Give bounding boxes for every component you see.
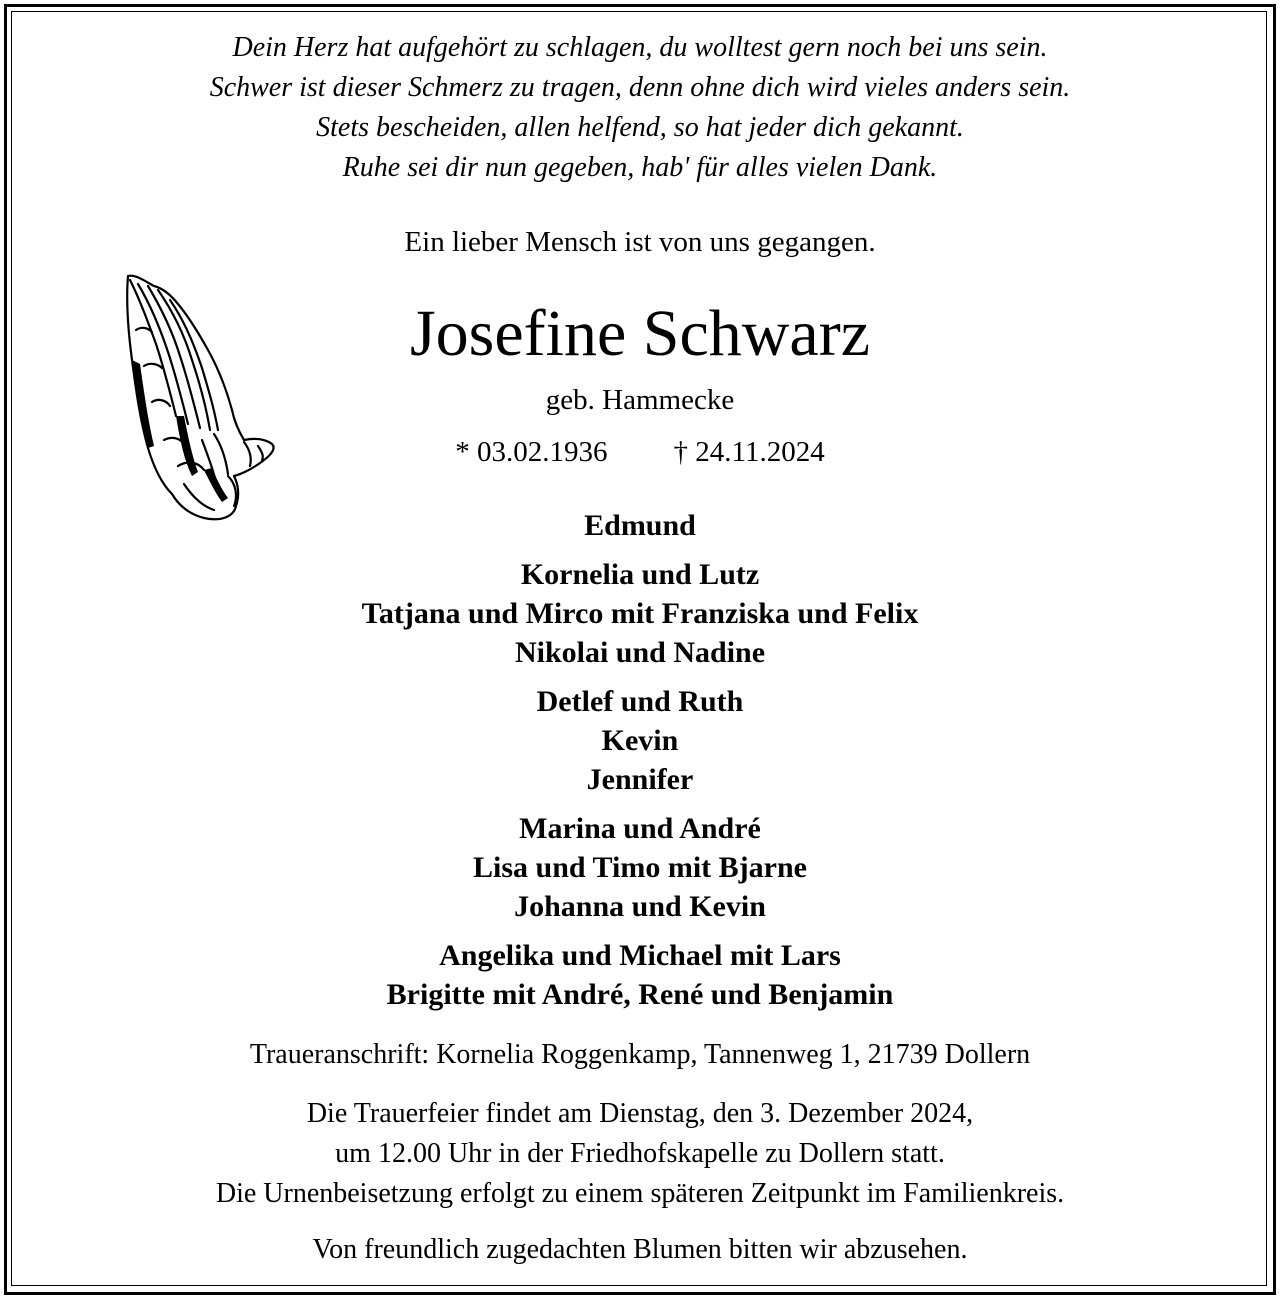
service-line: um 12.00 Uhr in der Friedhofskapelle zu Dollern statt. [335, 1138, 945, 1169]
family-group [60, 809, 1220, 926]
family-member: Jennifer [586, 763, 694, 796]
family-member: Detlef und Ruth [536, 685, 744, 718]
intro-text: Ein lieber Mensch ist von uns gegangen. [404, 226, 876, 258]
family-member: Angelika und Michael mit Lars [439, 939, 841, 972]
service-line: Die Urnenbeisetzung erfolgt zu einem späteren Zeitpunkt im Familienkreis. [215, 1178, 1065, 1209]
family-group [60, 555, 1220, 672]
verse-line: Ruhe sei dir nun gegeben, hab' für alles vielen Dank. [342, 152, 938, 183]
funeral-service-info [40, 1094, 1240, 1214]
flowers-note: Von freundlich zugedachten Blumen bitten wir abzusehen. [312, 1234, 968, 1265]
family-member: Tatjana und Mirco mit Franziska und Felix [361, 597, 919, 630]
family-group [60, 682, 1220, 799]
birth-name: geb. Hammecke [545, 384, 735, 416]
family-member: Kevin [601, 724, 679, 757]
deceased-name: Josefine Schwarz [409, 297, 870, 370]
family-member: Brigitte mit André, René und Benjamin [386, 978, 894, 1011]
family-member: Edmund [584, 509, 696, 542]
family-list [60, 506, 1220, 1024]
family-member: Lisa und Timo mit Bjarne [473, 851, 807, 884]
birth-date: * 03.02.1936 [455, 436, 608, 468]
family-member: Nikolai und Nadine [514, 636, 766, 669]
death-date: † 24.11.2024 [673, 436, 825, 468]
family-group [60, 936, 1220, 1014]
family-member: Johanna und Kevin [514, 890, 766, 923]
mourning-address: Traueranschrift: Kornelia Roggenkamp, Tannenweg 1, 21739 Dollern [249, 1039, 1031, 1070]
verse-line: Stets bescheiden, allen helfend, so hat jeder dich gekannt. [316, 112, 964, 143]
verse-line: Schwer ist dieser Schmerz zu tragen, denn ohne dich wird vieles anders sein. [209, 72, 1071, 103]
poem-verse [60, 28, 1220, 188]
family-member: Kornelia und Lutz [520, 558, 760, 591]
family-group [60, 506, 1220, 545]
service-line: Die Trauerfeier findet am Dienstag, den 3. Dezember 2024, [306, 1098, 974, 1129]
family-member: Marina und André [519, 812, 761, 845]
life-dates [60, 432, 1220, 472]
verse-line: Dein Herz hat aufgehört zu schlagen, du wolltest gern noch bei uns sein. [232, 32, 1048, 63]
